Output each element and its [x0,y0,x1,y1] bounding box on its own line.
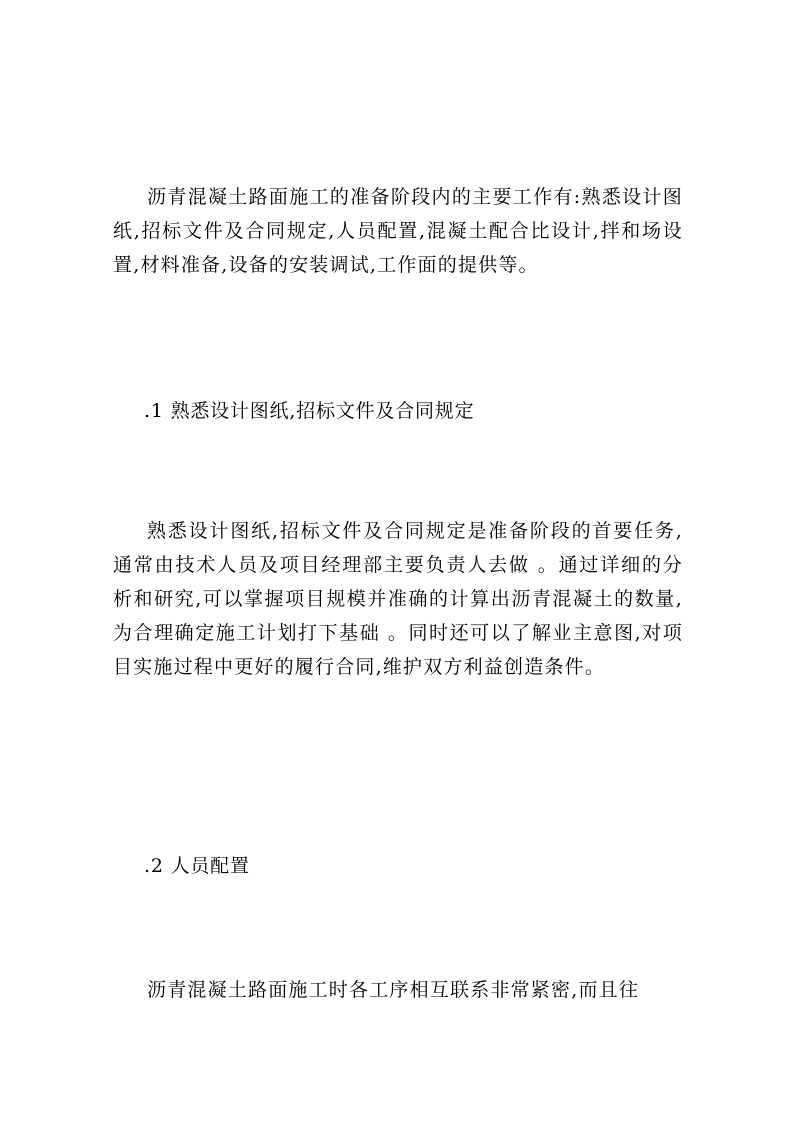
section-heading-staffing: .2 人员配置 [144,855,250,877]
drawings-paragraph: 熟悉设计图纸,招标文件及合同规定是准备阶段的首要任务,通常由技术人员及项目经理部主要负责人去做 。通过详细的分析和研究,可以掌握项目规模并准确的计算出沥青混凝土的数量,为合理确定施工计划打下基础 。同时还可以了解业主意图,对项目实施过程中更好的履行合同,维护双方利益创造条件。 [113,520,683,678]
intro-paragraph: 沥青混凝土路面施工的准备阶段内的主要工作有:熟悉设计图纸,招标文件及合同规定,人员配置,混凝土配合比设计,拌和场设置,材料准备,设备的安装调试,工作面的提供等。 [113,186,683,276]
section-heading-drawings: .1 熟悉设计图纸,招标文件及合同规定 [144,400,475,422]
staffing-paragraph: 沥青混凝土路面施工时各工序相互联系非常紧密,而且往 [147,979,640,1001]
